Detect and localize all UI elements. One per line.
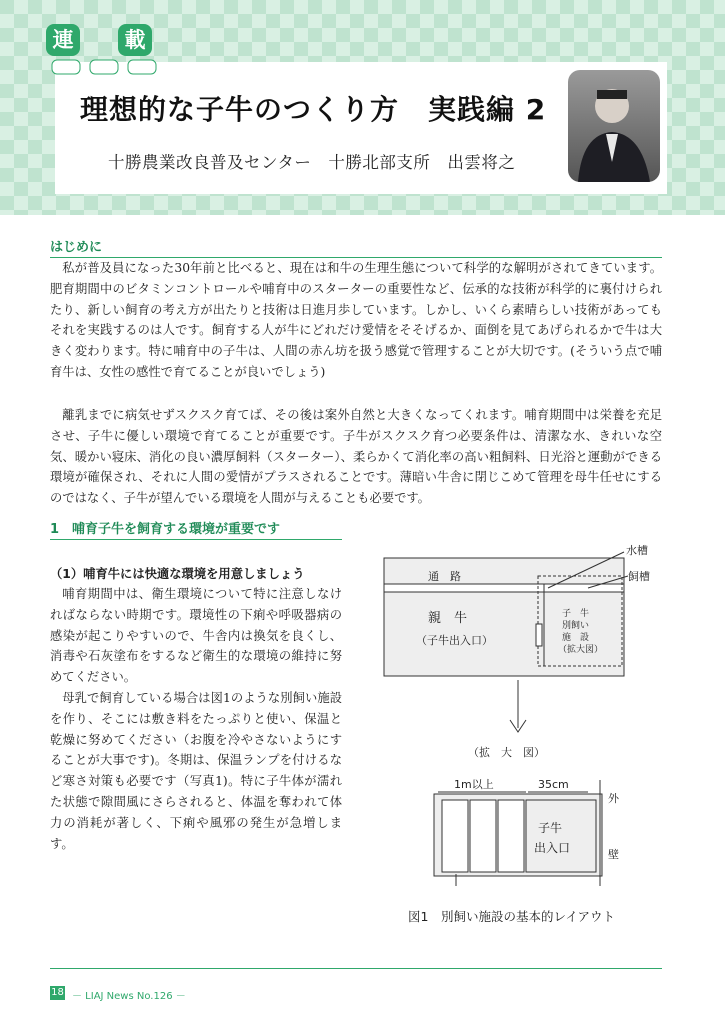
figure-calf-area-2: 別飼い: [562, 621, 590, 631]
figure-1-diagram: [378, 540, 668, 900]
figure-entry-label-2: 出入口: [534, 841, 571, 855]
figure-aisle-label: 通 路: [428, 570, 461, 583]
person-silhouette-icon: [568, 70, 660, 182]
figure-calf-area-1: 子 牛: [562, 609, 590, 619]
figure-1-caption: 図1 別飼い施設の基本的レイアウト: [408, 909, 615, 924]
figure-calf-entry-label: （子牛出入口）: [416, 634, 493, 647]
figure-feed-label: 飼槽: [628, 570, 650, 583]
author-photo: [568, 70, 660, 182]
intro-paragraph-2: 離乳までに病気せずスクスク育てば、その後は案外自然と大きくなってくれます。哺育期間中は栄養を充足させ、子牛に優しい環境で育てることが重要です。子牛がスクスク育つ必要条件は、清潔な水、きれいな空気、暖かい寝床、消化の良い濃厚飼料（スターター）、柔らかくて消化率の高い粗飼料、日光浴と運動ができる環境が確保され、それに人間の愛情がプラスされることです。薄暗い牛舎に閉じこめて管理を母牛任せにするのではなく、子牛が望んでいる環境を人間が与えることも必要です。: [50, 408, 662, 506]
figure-wall-1: 外: [608, 792, 619, 805]
author-line: 十勝農業改良普及センター 十勝北部支所 出雲将之: [108, 153, 516, 172]
figure-water-label: 水槽: [626, 544, 648, 557]
figure-enlarged-label: （拡 大 図）: [468, 746, 545, 759]
journal-name: － LIAJ News No.126 －: [72, 991, 186, 1002]
figure-dim-1m: 1m以上: [454, 778, 494, 791]
intro-paragraph-1: 私が普及員になった30年前と比べると、現在は和牛の生理生態について科学的な解明がされてきています。肥育期間中のビタミンコントロールや哺育中のスターターの重要性など、伝承的な技術が科学的に裏付けられたり、新しい飼育の考え方が出たりと技術は日進月歩しています。しかし、いくら素晴らしい技術があってもそれを実践するのは人です。飼育する人が牛にどれだけ愛情をそそげるか、面倒を見てあげられるかで牛は大きく変わります。特に哺育中の子牛は、人間の赤ん坊を扱う感覚で管理することが大切です。(そういう点で哺育牛は、女性の感性で育てることが良いでしょう): [50, 261, 662, 379]
figure-dim-35cm: 35cm: [538, 778, 569, 791]
section-1-subheading: （1）哺育牛には快適な環境を用意しましょう: [50, 567, 305, 581]
section-1-paragraph-1: 哺育期間中は、衛生環境について特に注意しなければならない時期です。環境性の下痢や呼吸器病の感染が起こりやすいので、牛舎内は換気を良くし、消毒や石灰塗布をするなど衛生的な環境の維持に努めてください。: [50, 587, 342, 685]
section-1-heading: 1 哺育子牛を飼育する環境が重要です: [50, 518, 342, 540]
section-1-paragraph-2: 母乳で飼育している場合は図1のような別飼い施設を作り、そこには敷き料をたっぷりと使い、保温と乾燥に努めてください（お腹を冷やさないようにすることが大事です)。冬期は、保温ランプを付けるなど寒さ対策も必要です（写真1)。特に子牛体が濡れた状態で隙間風にさらされると、体温を奪われて体力の消耗が著しく、下痢や風邪の発生が急増します。: [50, 691, 342, 851]
page-number: 18: [51, 987, 64, 998]
footer-rule: [50, 968, 662, 969]
figure-calf-area-4: （拡大図）: [558, 645, 604, 655]
series-char-2: 載: [118, 24, 152, 56]
series-char-1: 連: [46, 24, 80, 56]
cow-icon-row: [50, 58, 160, 76]
figure-calf-area-3: 施 設: [562, 633, 590, 643]
figure-cow-label: 親 牛: [428, 611, 468, 626]
figure-calf-label-2: 子牛: [538, 821, 563, 835]
article-title: 理想的な子牛のつくり方 実践編 2: [80, 93, 547, 126]
intro-heading: はじめに: [50, 236, 662, 258]
figure-wall-2: 壁: [608, 848, 619, 861]
series-badge: [46, 24, 152, 60]
